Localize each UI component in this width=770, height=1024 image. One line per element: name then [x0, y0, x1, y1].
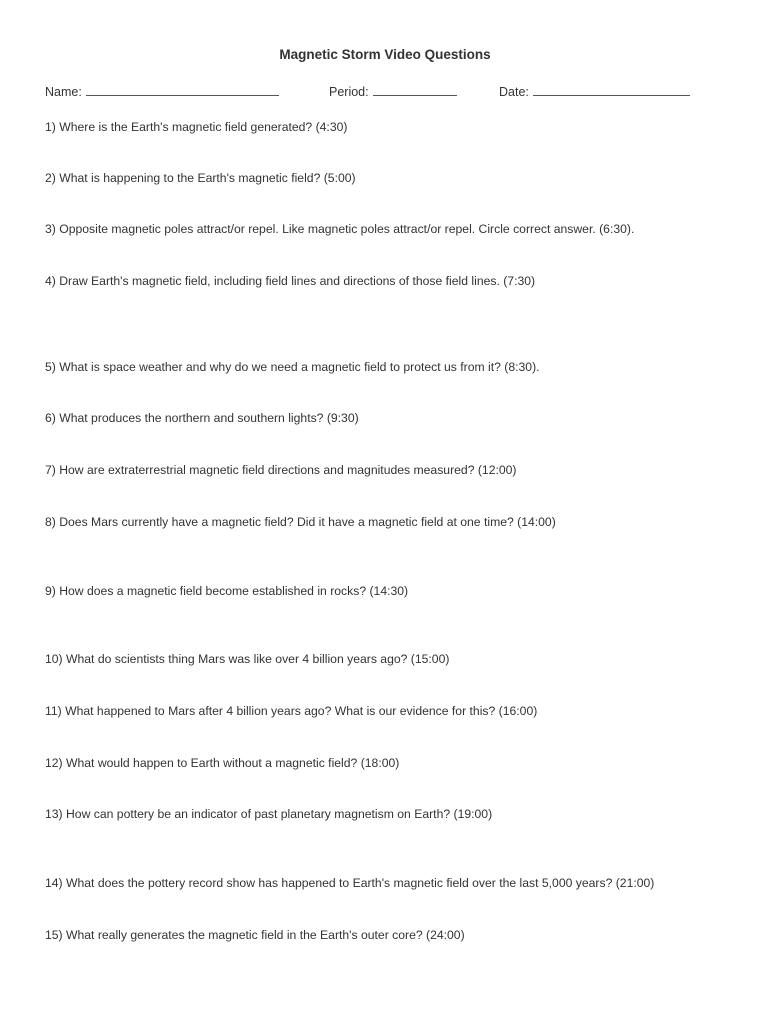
question-10: 10) What do scientists thing Mars was like over 4 billion years ago? (15:00): [45, 652, 450, 666]
name-blank[interactable]: [86, 84, 279, 96]
question-11: 11) What happened to Mars after 4 billion years ago? What is our evidence for this? (16:00): [45, 704, 538, 718]
date-blank[interactable]: [533, 84, 690, 96]
question-12: 12) What would happen to Earth without a magnetic field? (18:00): [45, 756, 400, 770]
question-8: 8) Does Mars currently have a magnetic field? Did it have a magnetic field at one time? (14:00): [45, 515, 556, 529]
question-9: 9) How does a magnetic field become established in rocks? (14:30): [45, 584, 409, 598]
period-label: Period:: [329, 85, 369, 99]
name-label: Name:: [45, 85, 82, 99]
page-title: Magnetic Storm Video Questions: [279, 47, 491, 62]
date-field: [499, 84, 690, 99]
question-2: 2) What is happening to the Earth's magnetic field? (5:00): [45, 171, 356, 185]
name-field: [45, 84, 279, 99]
period-blank[interactable]: [373, 84, 457, 96]
question-7: 7) How are extraterrestrial magnetic field directions and magnitudes measured? (12:00): [45, 463, 517, 477]
question-13: 13) How can pottery be an indicator of past planetary magnetism on Earth? (19:00): [45, 807, 493, 821]
question-4: 4) Draw Earth's magnetic field, including field lines and directions of those field lines. (7:30): [45, 274, 536, 288]
question-5: 5) What is space weather and why do we need a magnetic field to protect us from it? (8:30).: [45, 360, 540, 374]
question-14: 14) What does the pottery record show has happened to Earth's magnetic field over the last 5,000 years? (21:00): [45, 876, 655, 890]
date-label: Date:: [499, 85, 529, 99]
question-6: 6) What produces the northern and southern lights? (9:30): [45, 411, 359, 425]
question-15: 15) What really generates the magnetic field in the Earth's outer core? (24:00): [45, 928, 465, 942]
question-3: 3) Opposite magnetic poles attract/or repel. Like magnetic poles attract/or repel. Circle correct answer. (6:30).: [45, 222, 635, 236]
question-1: 1) Where is the Earth's magnetic field generated? (4:30): [45, 120, 348, 134]
period-field: [329, 84, 457, 99]
